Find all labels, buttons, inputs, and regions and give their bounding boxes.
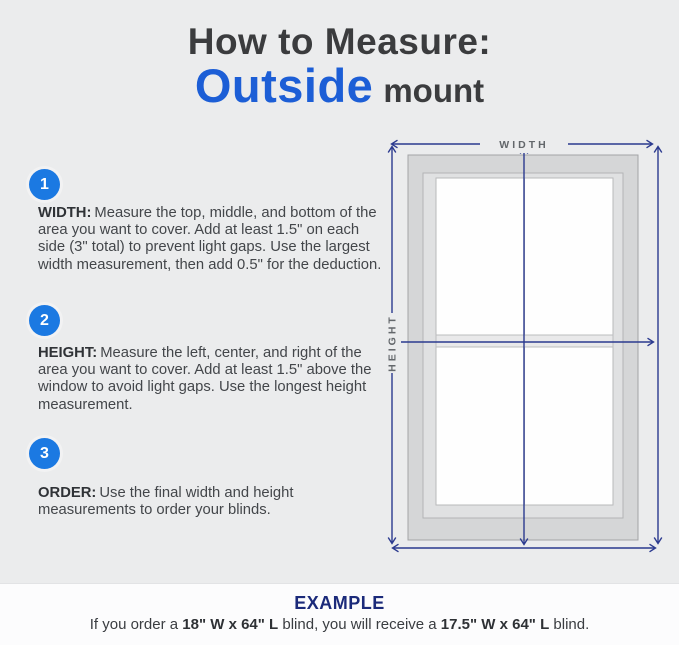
- step-1-label: WIDTH:: [38, 205, 92, 221]
- step-1-badge: 1: [29, 169, 60, 200]
- title-highlight: Outside: [194, 59, 374, 112]
- page-title: [0, 20, 679, 122]
- example-sentence: [0, 616, 679, 633]
- example-middle: blind, you will receive a: [278, 616, 441, 633]
- step-2-label: HEIGHT:: [38, 345, 98, 361]
- step-3-badge: 3: [29, 438, 60, 469]
- title-line2: [0, 59, 679, 122]
- step-3-label: ORDER:: [38, 485, 97, 501]
- example-prefix: If you order a: [89, 616, 183, 633]
- example-suffix: blind.: [549, 616, 590, 633]
- window-illustration: [408, 155, 638, 540]
- step-3-body: Use the final width and height measurements to order your blinds.: [38, 485, 294, 519]
- example-footer: [0, 583, 679, 645]
- example-size-received: 17.5" W x 64" L: [440, 616, 550, 633]
- title-line1: How to Measure:: [187, 21, 492, 62]
- step-3-text: [38, 485, 390, 519]
- step-1-body: Measure the top, middle, and bottom of the area you want to cover. Add at least 1.5" on each side (3" total) to prevent light gaps. Use the largest width measurement, then add 0.5" for the deduction.: [38, 205, 382, 273]
- title-suffix: mount: [383, 72, 485, 109]
- step-2-badge: 2: [29, 305, 60, 336]
- step-2-text: [38, 345, 390, 414]
- step-1-text: [38, 205, 390, 274]
- width-label: WIDTH: [499, 139, 549, 151]
- example-heading: EXAMPLE: [294, 593, 385, 613]
- height-label: HEIGHT: [386, 314, 399, 372]
- window-measure-diagram: [370, 125, 679, 595]
- step-2-body: Measure the left, center, and right of the area you want to cover. Add at least 1.5" above the window to avoid light gaps. Use the longest height measurement.: [38, 345, 372, 413]
- example-size-ordered: 18" W x 64" L: [182, 616, 279, 633]
